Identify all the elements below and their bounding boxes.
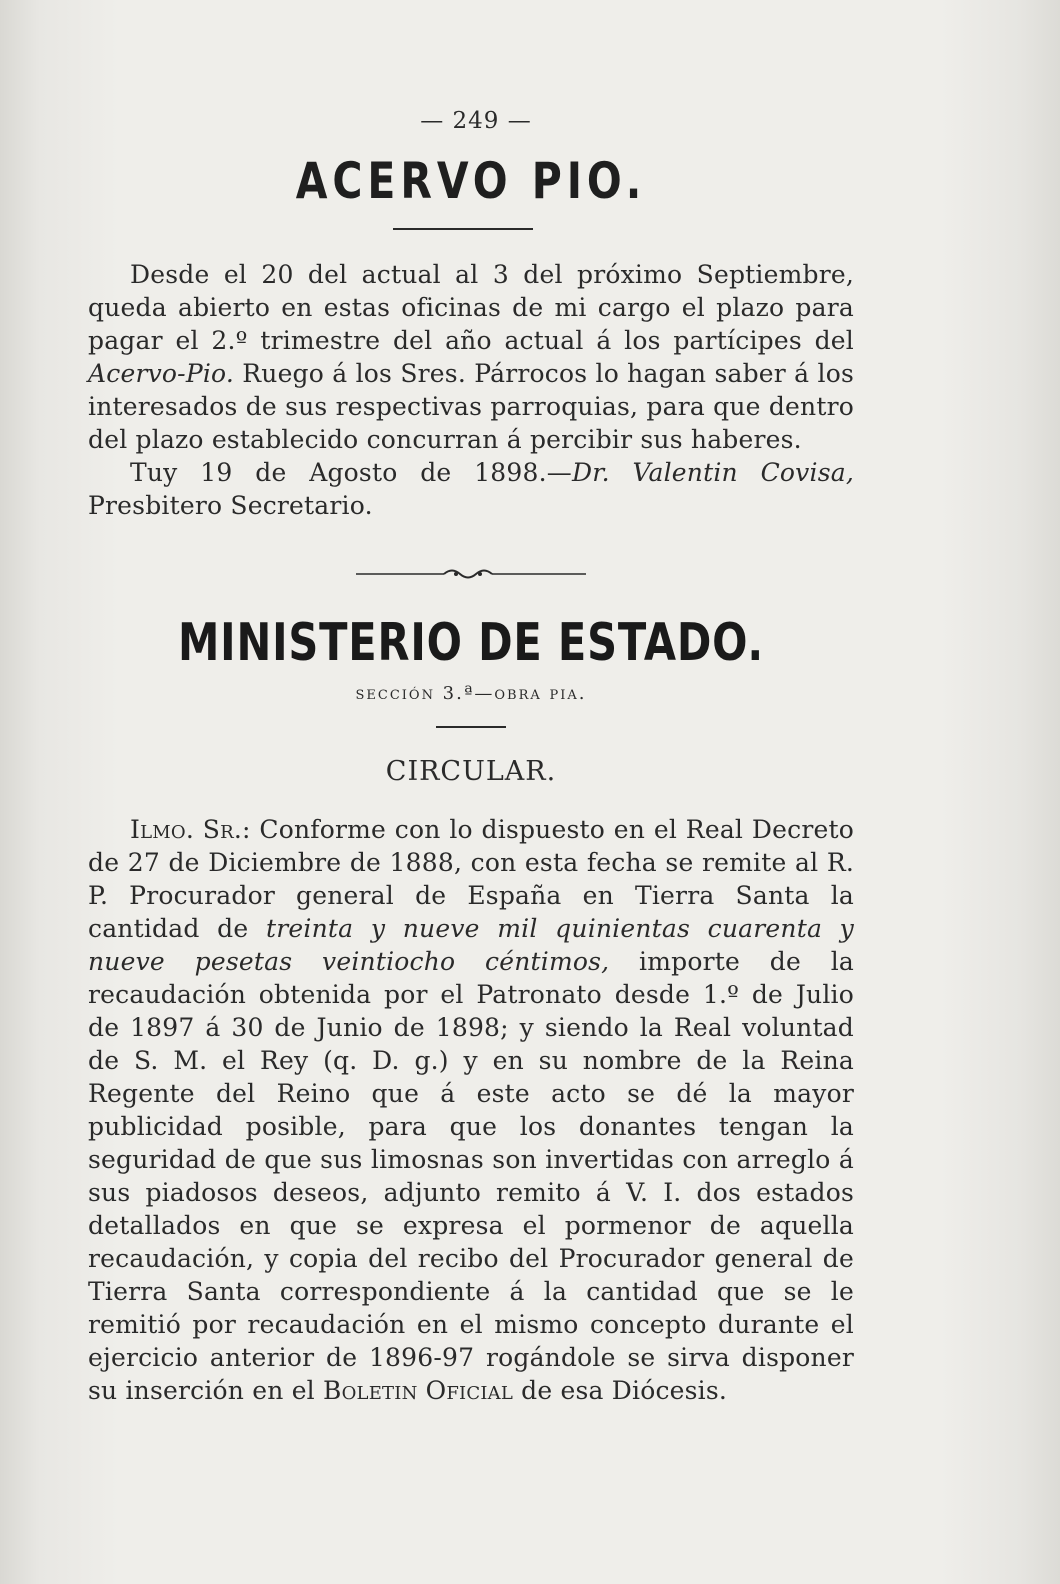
section-subtitle: sección 3.ª—obra pia. — [355, 683, 587, 704]
page-number: — 249 — — [420, 108, 532, 134]
circular-heading: CIRCULAR. — [385, 756, 557, 787]
acervo-signature: Tuy 19 de Agosto de 1898.—Dr. Valentin Covisa, Presbitero Secretario. — [88, 458, 854, 520]
circular-body-paragraph: Ilmo. Sr.: Conforme con lo dispuesto en el Real Decreto de 27 de Diciembre de 1888, con esta fecha se remite al R. P. Procurador general de España en Tierra Santa la cantidad de treinta y nueve mil quinientas cuarenta y nueve pesetas veintiocho céntimos, importe de la recaudación obtenida por el Patronato desde 1.º de Julio de 1897 á 30 de Junio de 1898; y siendo la Real voluntad de S. M. el Rey (q. D. g.) y en su nombre de la Reina Regente del Reino que á este acto se dé la mayor publicidad posible, para que los donantes tengan la seguridad de que sus limosnas son invertidas con arreglo á sus piadosos deseos, adjunto remito á V. I. dos estados detallados en que se expresa el pormenor de aquella recaudación, y copia del recibo del Procurador general de Tierra Santa correspondiente á la cantidad que se le remitió por recaudación en el mismo concepto durante el ejercicio anterior de 1896-97 rogándole se sirva disponer su inserción en el Boletin Oficial de esa Diócesis. — [88, 815, 855, 1405]
acervo-notice-paragraph: Desde el 20 del actual al 3 del próximo Septiembre, queda abierto en estas oficinas de mi cargo el plazo para pagar el 2.º trimestre del año actual á los partícipes del Acervo-Pio. Ruego á los Sres. Párrocos lo hagan saber á los interesados de sus respectivas parroquias, para que dentro del plazo establecido concurran á percibir sus haberes. — [88, 260, 854, 454]
ornament-divider — [88, 566, 854, 585]
section-title-ministerio: MINISTERIO DE ESTADO. — [177, 613, 765, 673]
section-title-acervo-pio: ACERVO PIO. — [295, 152, 647, 210]
page-content — [88, 108, 854, 1407]
title-divider — [393, 228, 533, 230]
ornament-rule-icon — [356, 567, 586, 581]
subtitle-divider — [436, 726, 506, 728]
